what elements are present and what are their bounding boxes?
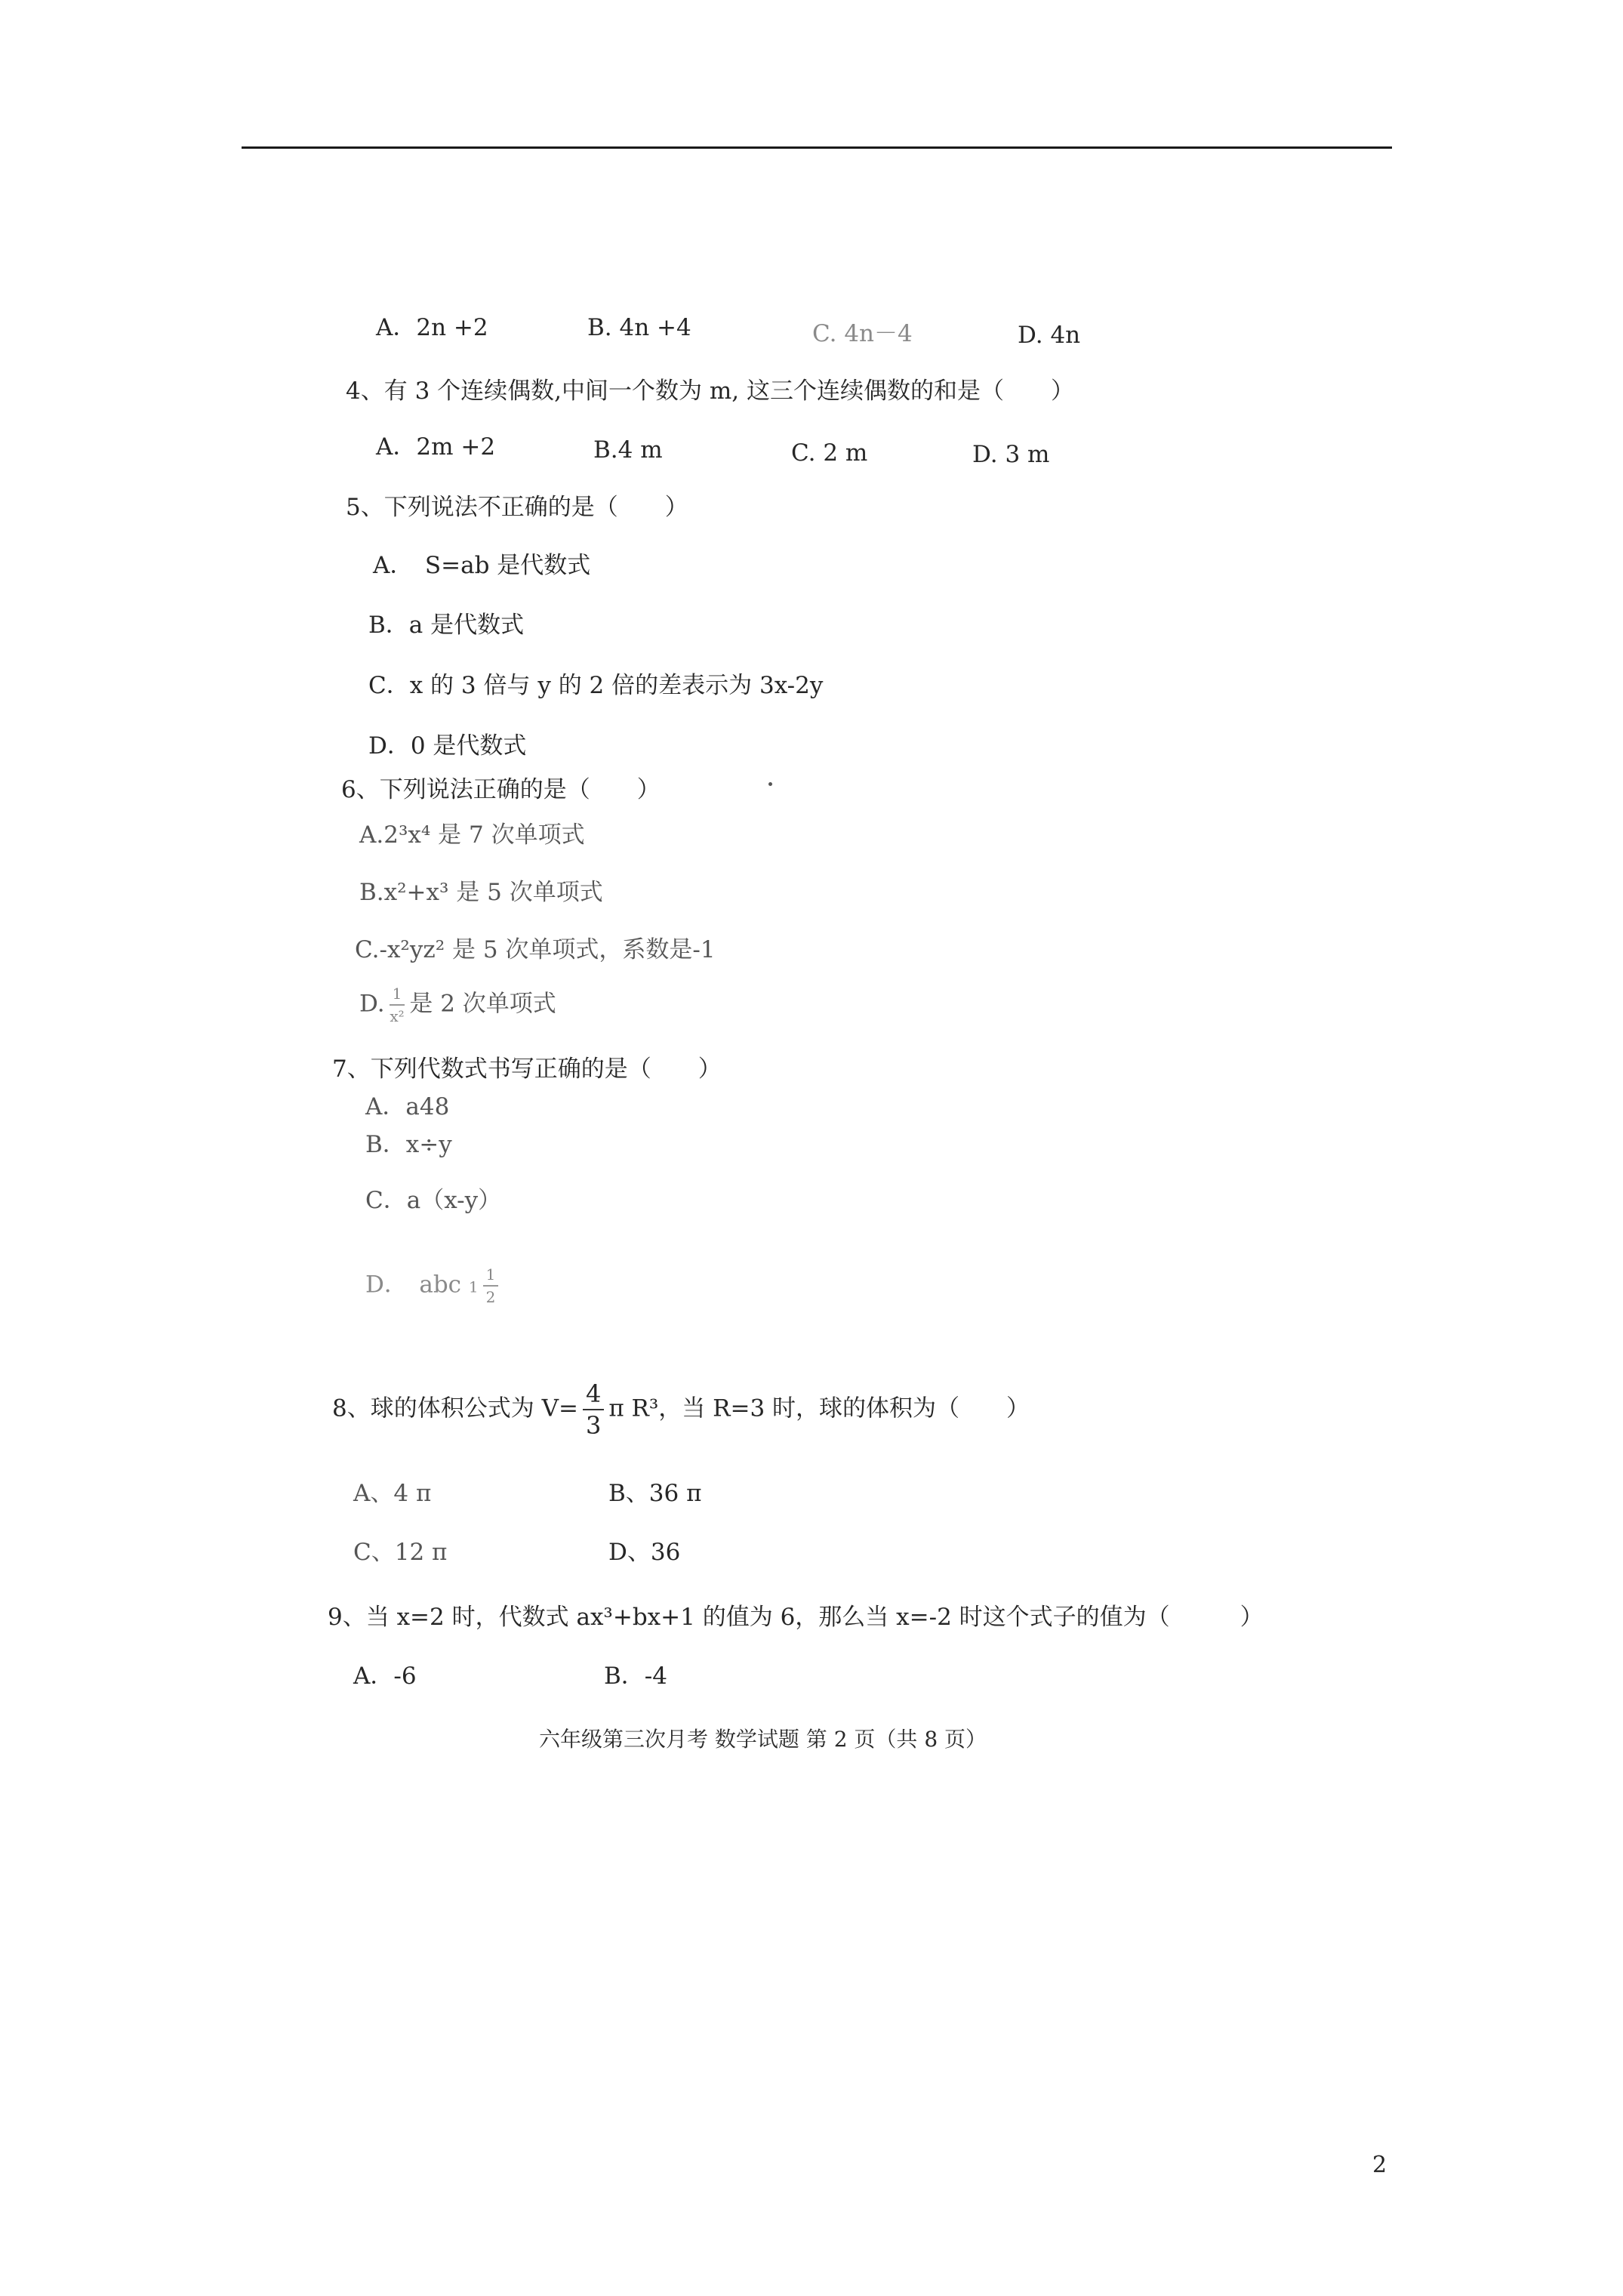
q8-option-b: B、36 π xyxy=(608,1480,702,1507)
q7-d-prefix: D． abc xyxy=(365,1271,462,1299)
q9-option-a: A．-6 xyxy=(353,1663,417,1690)
q7-d-frac-num: 1 xyxy=(483,1267,499,1287)
q5-option-b: B．a 是代数式 xyxy=(368,612,525,639)
q9-stem: 9、当 x=2 时，代数式 ax³+bx+1 的值为 6，那么当 x=-2 时这个式子的值为（ ） xyxy=(328,1604,1264,1631)
q6-d-frac-num: 1 xyxy=(390,986,405,1006)
q8-frac-num: 4 xyxy=(583,1382,604,1410)
q8-fraction xyxy=(583,1379,604,1440)
q4-option-c: C. 2 m xyxy=(791,439,868,467)
q8-stem-b: π R³，当 R=3 时，球的体积为（ ） xyxy=(608,1395,1030,1422)
q4-option-b: B.4 m xyxy=(593,436,663,464)
q7-stem: 7、下列代数式书写正确的是（ ） xyxy=(332,1056,722,1083)
q8-option-d: D、36 xyxy=(608,1539,681,1566)
q3-option-d: D. 4n xyxy=(1018,322,1081,349)
q5-stem: 5、下列说法不正确的是（ ） xyxy=(346,494,688,521)
q6-stem: 6、下列说法正确的是（ ） xyxy=(341,776,661,803)
q8-frac-den: 3 xyxy=(585,1411,602,1440)
q5-option-d: D．0 是代数式 xyxy=(368,732,527,760)
q7-option-a: A．a48 xyxy=(365,1093,450,1120)
q8-option-c: C、12 π xyxy=(353,1539,448,1566)
q7-d-int: 1 xyxy=(468,1277,479,1296)
q9-option-b: B．-4 xyxy=(604,1663,667,1690)
header-rule xyxy=(242,146,1392,149)
q7-d-fraction xyxy=(483,1267,499,1305)
scan-speck xyxy=(768,782,772,786)
q3-option-a: A．2n +2 xyxy=(376,314,488,341)
q6-d-suffix: 是 2 次单项式 xyxy=(409,990,556,1018)
q5-option-a: A． S=ab 是代数式 xyxy=(373,552,591,579)
q3-option-c: C. 4n－4 xyxy=(812,320,913,347)
q8-stem xyxy=(332,1379,1030,1440)
q5-option-c: C．x 的 3 倍与 y 的 2 倍的差表示为 3x-2y xyxy=(368,672,824,699)
q7-option-b: B．x÷y xyxy=(365,1131,452,1158)
q4-stem: 4、有 3 个连续偶数,中间一个数为 m, 这三个连续偶数的和是（ ） xyxy=(346,378,1074,405)
q6-d-prefix: D. xyxy=(359,990,385,1018)
q6-option-a: A.2³x⁴ 是 7 次单项式 xyxy=(359,821,585,849)
exam-footer: 六年级第三次月考 数学试题 第 2 页（共 8 页） xyxy=(539,1727,987,1752)
q8-option-a: A、4 π xyxy=(353,1480,432,1507)
q8-stem-a: 8、球的体积公式为 V= xyxy=(332,1395,578,1422)
q6-d-frac-den: x² xyxy=(390,1007,405,1025)
q6-option-c: C.-x²yz² 是 5 次单项式，系数是-1 xyxy=(355,936,716,963)
q3-option-b: B. 4n +4 xyxy=(587,314,691,341)
q6-option-b: B.x²+x³ 是 5 次单项式 xyxy=(359,879,603,906)
page-number: 2 xyxy=(1372,2152,1387,2178)
q6-option-d xyxy=(359,986,556,1024)
q4-option-a: A．2m +2 xyxy=(376,433,496,461)
q6-d-fraction xyxy=(390,986,405,1024)
q7-option-d xyxy=(365,1267,503,1305)
q7-option-c: C．a（x-y） xyxy=(365,1187,502,1214)
q7-d-frac-den: 2 xyxy=(485,1288,496,1306)
q4-option-d: D. 3 m xyxy=(972,441,1050,468)
